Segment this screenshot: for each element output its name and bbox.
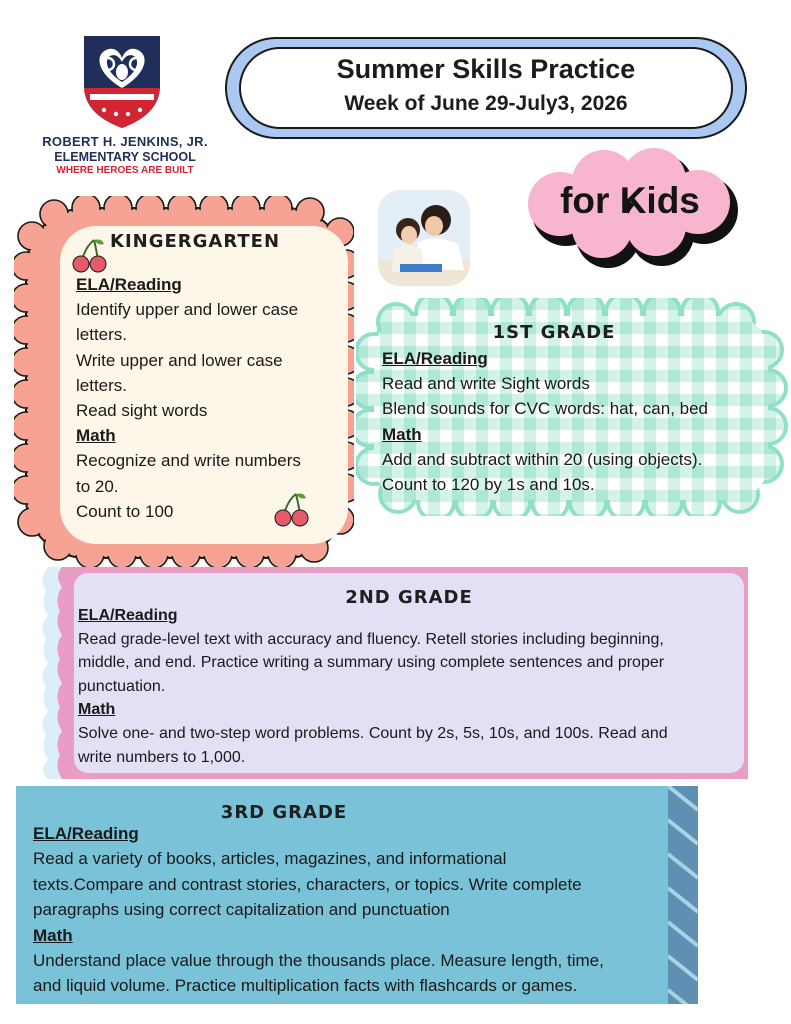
math-heading: Math [78,701,116,719]
photo-mother-child-reading [378,190,470,286]
math-line: Count to 100 [76,501,174,521]
grade1-card [356,298,788,516]
ela-line: Read grade-level text with accuracy and fluency. Retell stories including beginning, [78,630,664,648]
kindergarten-title: KINGERGARTEN [110,231,281,252]
grade2-title: 2ND GRADE [345,587,473,608]
math-line: and liquid volume. Practice multiplication facts with flashcards or games. [33,976,578,996]
math-line: write numbers to 1,000. [78,748,246,766]
grade3-card [16,786,698,1004]
ela-line: texts.Compare and contrast stories, characters, or topics. Write complete [33,874,582,894]
ela-heading: ELA/Reading [76,275,182,294]
grade2-card [38,567,748,779]
grade3-title: 3RD GRADE [220,802,348,823]
math-line: Recognize and write numbers [76,451,301,471]
grade2-content [78,604,738,769]
math-heading: Math [382,424,422,444]
title-banner [222,32,750,144]
ela-line: Read sight words [76,401,208,421]
ela-line: Read a variety of books, articles, magazines, and informational [33,849,507,869]
school-tagline: WHERE HEROES ARE BUILT [56,165,194,176]
grade1-title: 1ST GRADE [492,322,616,343]
photo-illustration [378,190,470,286]
ela-line: Read and write Sight words [382,374,590,394]
ela-heading: ELA/Reading [78,607,178,624]
for-kids-cloud [520,148,750,268]
ela-line: letters. [76,375,128,395]
ela-line: middle, and end. Practice writing a summary using complete sentences and proper [78,654,665,672]
ela-line: paragraphs using correct capitalization and punctuation [33,900,450,920]
grade1-content [382,346,762,497]
page-subtitle: Week of June 29-July3, 2026 [344,92,628,115]
school-name-line2: ELEMENTARY SCHOOL [54,150,196,164]
cherry-icon [70,238,110,274]
ela-line: letters. [76,325,128,345]
ela-line: punctuation. [78,677,166,695]
for-kids-label: for Kids [560,180,700,221]
ram-shield-icon [80,30,164,130]
scalloped-frame [222,32,750,144]
math-heading: Math [33,925,73,945]
ela-heading: ELA/Reading [382,349,488,368]
school-name-line1: ROBERT H. JENKINS, JR. [42,134,208,149]
kindergarten-card [14,196,354,568]
school-logo [30,30,220,180]
kindergarten-content [76,272,332,524]
page-title: Summer Skills Practice [336,54,636,84]
ela-line: Identify upper and lower case [76,300,299,320]
math-line: Add and subtract within 20 (using objects). [382,449,703,469]
ela-line: Write upper and lower case [76,350,283,370]
ela-line: Blend sounds for CVC words: hat, can, bed [382,399,709,419]
math-line: Count to 120 by 1s and 10s. [382,475,595,495]
grade3-content [33,821,673,999]
math-heading: Math [76,426,116,446]
ela-heading: ELA/Reading [33,824,139,843]
math-line: Understand place value through the thousands place. Measure length, time, [33,951,604,971]
math-line: to 20. [76,476,119,496]
math-line: Solve one- and two-step word problems. Count by 2s, 5s, 10s, and 100s. Read and [78,724,668,742]
